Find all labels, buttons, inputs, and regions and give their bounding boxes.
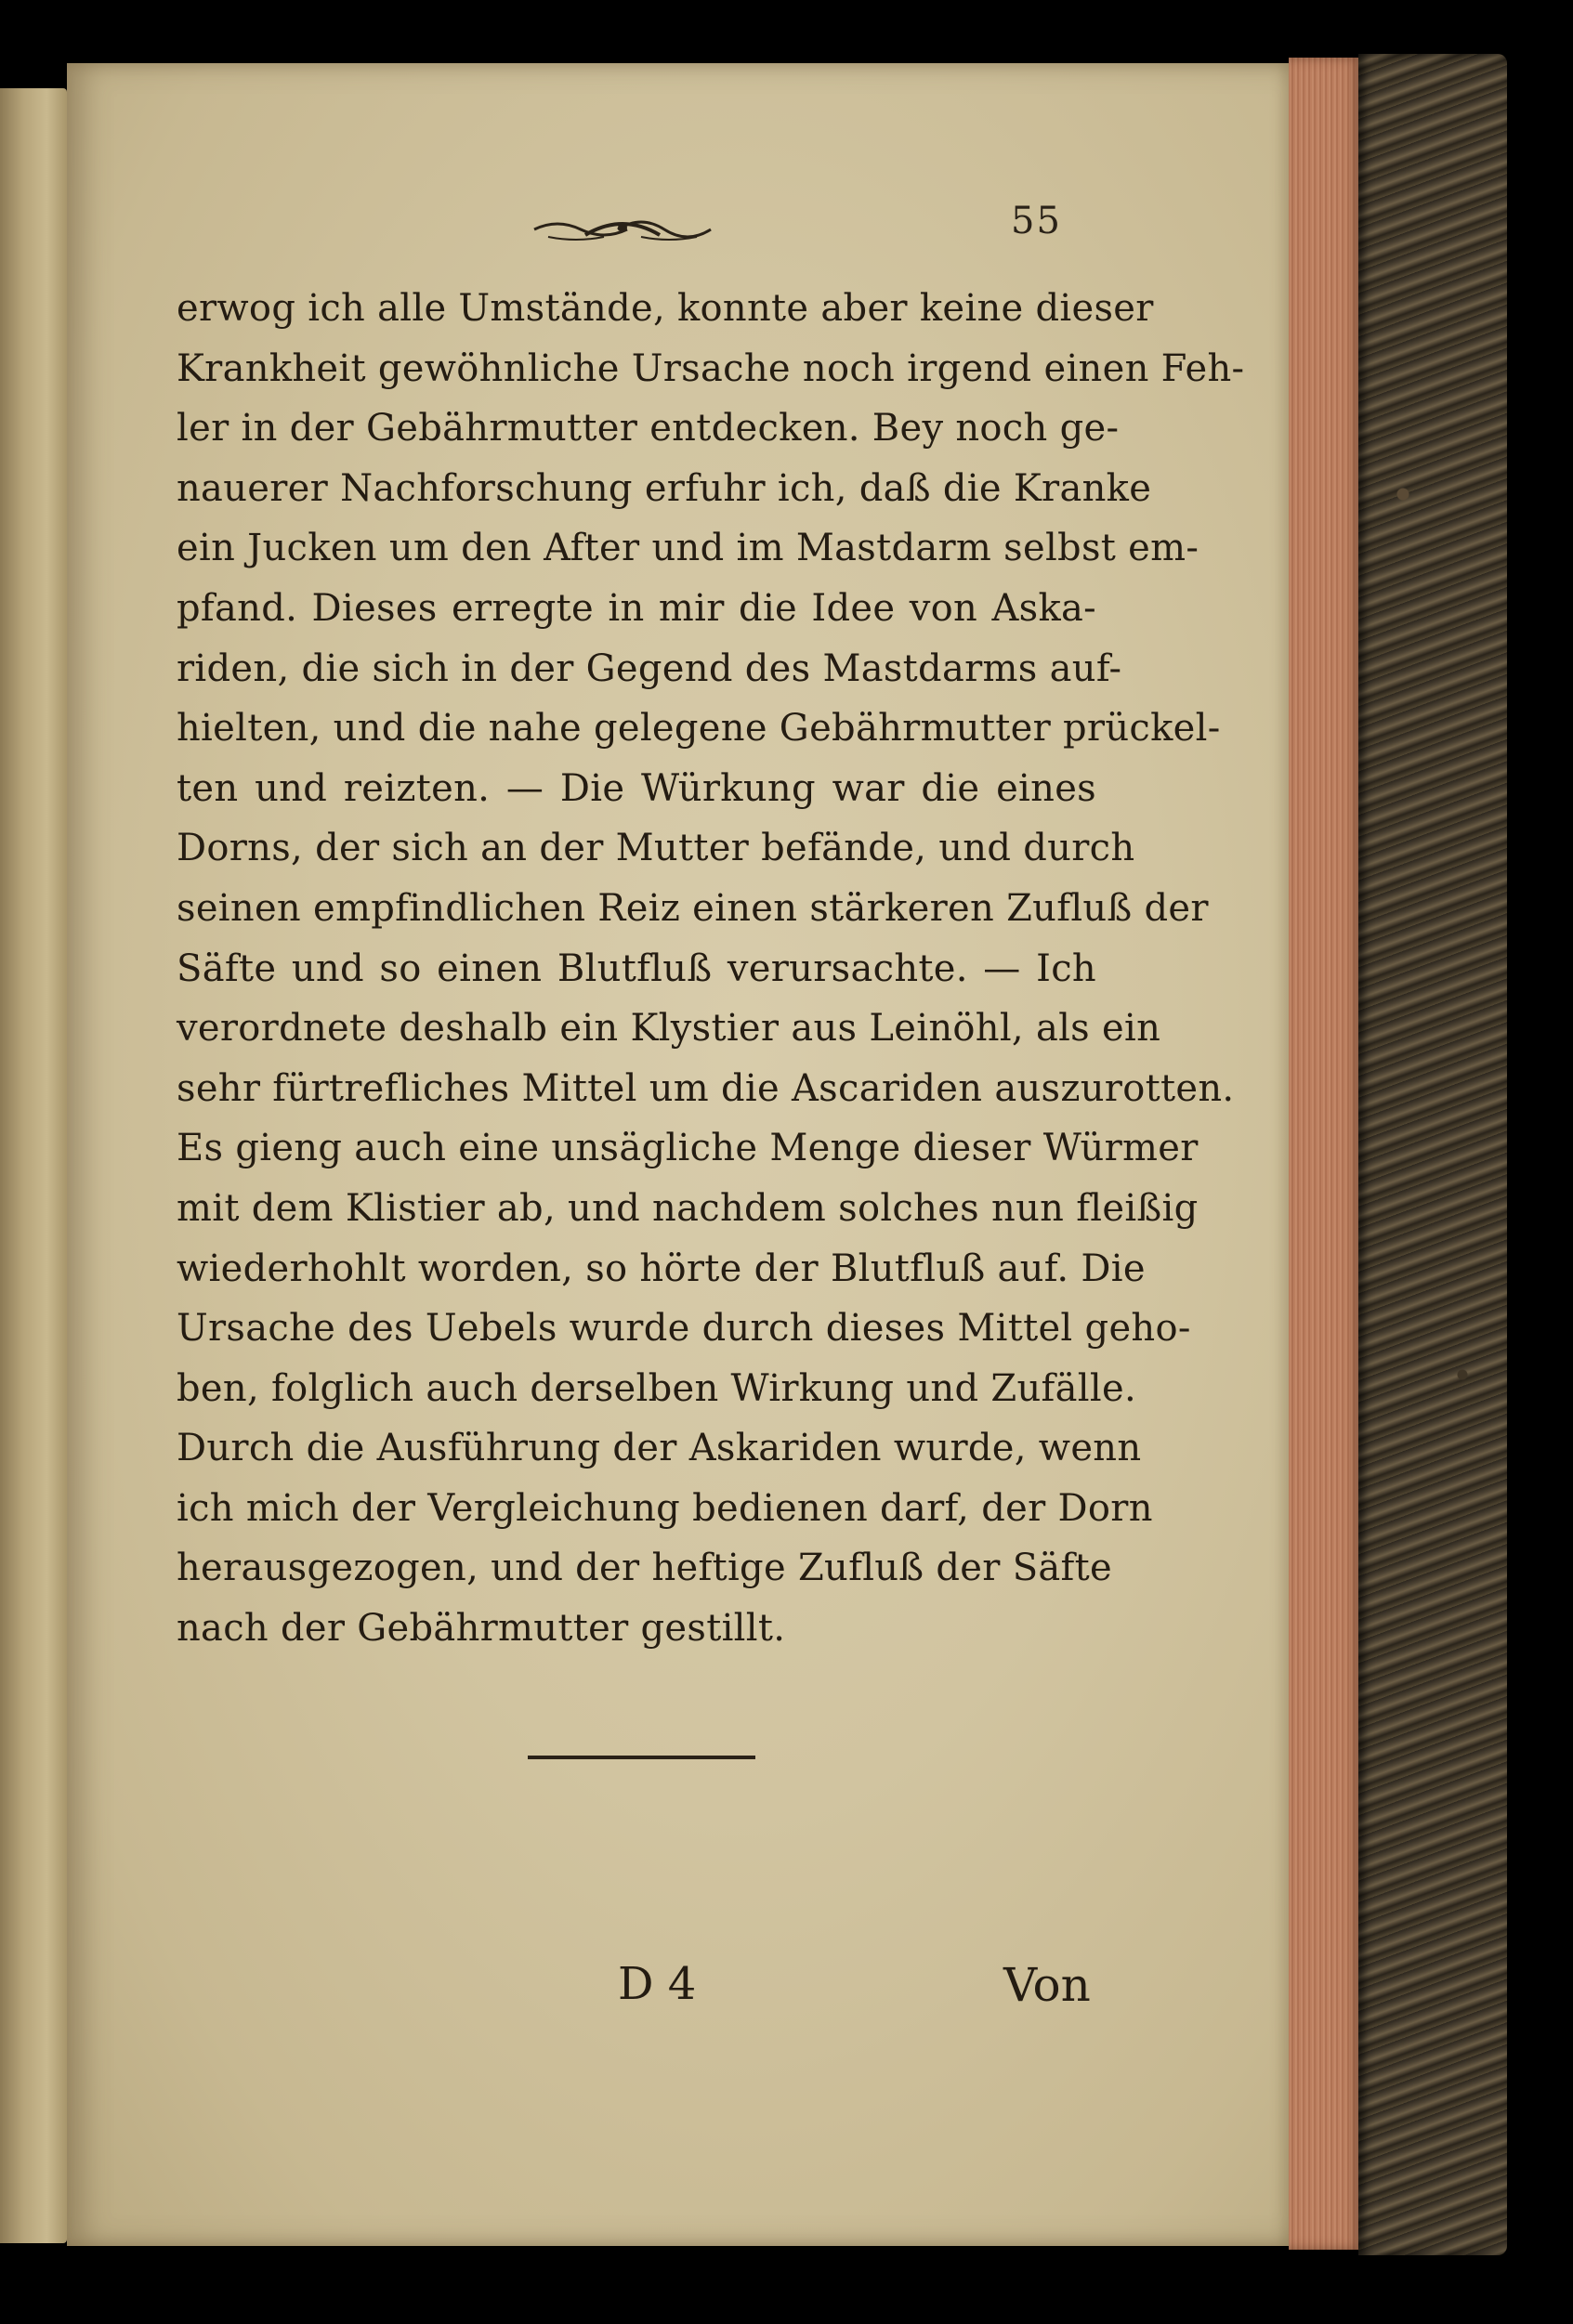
text-line: Krankheit gewöhnliche Ursache noch irgend einen Feh-: [177, 346, 1245, 390]
text-line: Säfte und so einen Blutfluß verursachte. — Ich: [177, 947, 1096, 990]
text-line: herausgezogen, und der heftige Zufluß der Säfte: [177, 1547, 1113, 1590]
catchword: Von: [1003, 1958, 1091, 2012]
text-line: erwog ich alle Umstände, konnte aber keine dieser: [177, 287, 1154, 330]
text-line: verordnete deshalb ein Klystier aus Leinöhl, als ein: [177, 1007, 1161, 1051]
text-line: Es gieng auch eine unsägliche Menge dieser Würmer: [177, 1127, 1199, 1170]
text-line: ein Jucken um den After und im Mastdarm selbst em-: [177, 527, 1199, 570]
text-line: seinen empfindlichen Reiz einen stärkeren Zufluß der: [177, 886, 1209, 930]
text-line: mit dem Klistier ab, und nachdem solches nun fleißig: [177, 1186, 1199, 1230]
section-rule: [528, 1756, 755, 1759]
text-line: Ursache des Uebels wurde durch dieses Mittel geho-: [177, 1307, 1191, 1351]
text-line: pfand. Dieses erregte in mir die Idee von Aska-: [177, 586, 1096, 630]
page-stack-edge: [1289, 58, 1363, 2250]
text-line: sehr fürtrefliches Mittel um die Ascariden auszurotten.: [177, 1066, 1235, 1110]
text-line: Dorns, der sich an der Mutter befände, und durch: [177, 827, 1135, 870]
text-line: ben, folglich auch derselben Wirkung und Zufälle.: [177, 1366, 1136, 1410]
text-line: hielten, und die nahe gelegene Gebährmutter prückel-: [177, 707, 1221, 751]
text-line: nach der Gebährmutter gestillt.: [177, 1607, 786, 1651]
text-line: ich mich der Vergleichung bedienen darf, der Dorn: [177, 1486, 1153, 1530]
text-line: riden, die sich in der Gegend des Mastdarms auf-: [177, 646, 1122, 690]
facing-page-edge: [0, 88, 67, 2243]
marbled-cover: [1358, 54, 1507, 2255]
text-line: Durch die Ausführung der Askariden wurde, wenn: [177, 1427, 1142, 1470]
text-line: nauerer Nachforschung erfuhr ich, daß die Kranke: [177, 466, 1152, 510]
text-line: ler in der Gebährmutter entdecken. Bey noch ge-: [177, 407, 1120, 450]
text-line: ten und reizten. — Die Würkung war die eines: [177, 766, 1096, 810]
header-ornament-icon: [530, 209, 715, 246]
page-number: 55: [1011, 200, 1062, 242]
signature-mark: D 4: [618, 1958, 697, 2010]
body-text: [177, 279, 1245, 1659]
text-line: wiederhohlt worden, so hörte der Blutfluß auf. Die: [177, 1247, 1146, 1290]
